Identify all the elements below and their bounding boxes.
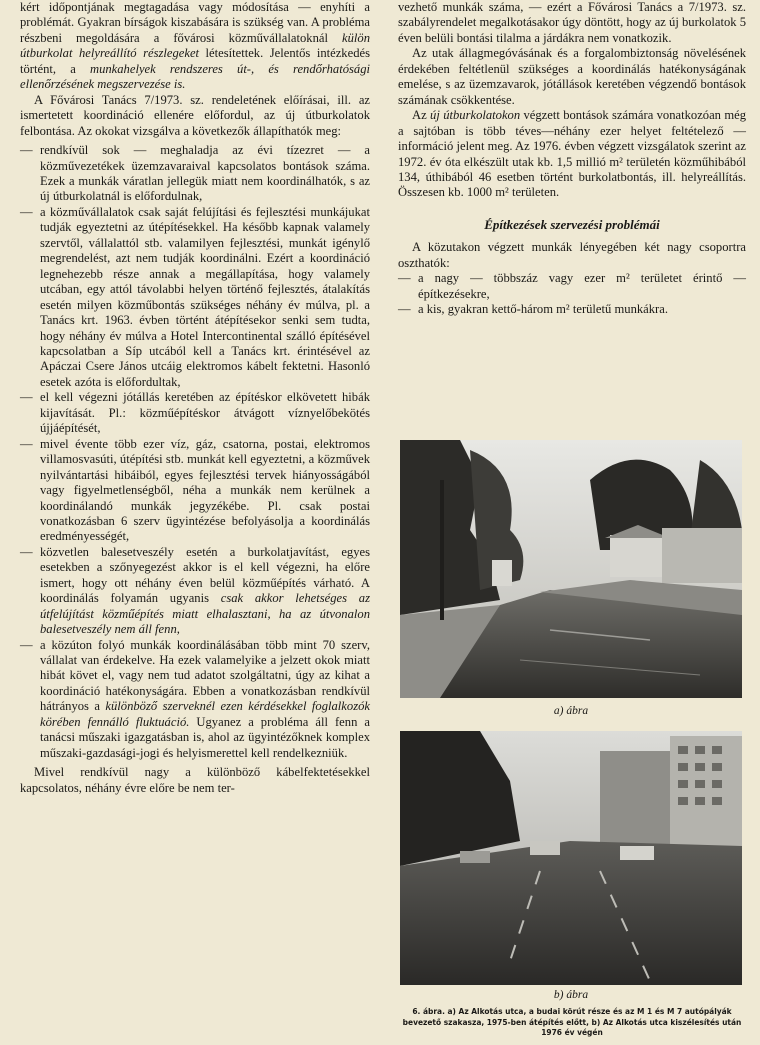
paragraph: Az új útburkolatokon végzett bontások számára vonatkozóan még a sajtóban is több téves—néhány ezer helyet feltételező — információ jelent meg. Az 1976. évben végzett vizsgálatok szerint az 1972. év óta elkészült utak kb. 1,5 millió m² területén közműhibából 134, úthibából 46 esetben történt burkolatbontás, ill. helyreállítás. Összesen kb. 1000 m² területen. bbox=[398, 108, 747, 200]
paragraph: Mivel rendkívül nagy a különböző kábelfektetésekkel kapcsolatos, néhány évre előre be nem ter- bbox=[20, 765, 370, 795]
street-photo-a bbox=[400, 440, 742, 698]
paragraph: Az utak állagmegóvásának és a forgalombiztonság növelésének érdekében feltétlenül szükséges a koordinálás hatékonyságának emelése, s az üzemzavarok, jótállások keretében végzendő bontások számának csökkentése. bbox=[398, 46, 746, 107]
list-item: — mivel évente több ezer víz, gáz, csatorna, postai, elektromos villamosvasúti, útépítési stb. munkát kell egyeztetni, a közművek nyilvántartási hibáiból, egyes fejlesztési tervek hiányosságából vagy figyelmetlenségből, néha a munkák nem kerülnek a koordinálandó munkák jegyzékébe. Pl. csak postai vonatkozásban 6 szerv ügyintézése befolyásolja a koordinálás eredményességét, bbox=[20, 436, 370, 544]
list-item: — a kis, gyakran kettő-három m² területű munkákra. bbox=[398, 302, 668, 317]
figure-label-a: a) ábra bbox=[553, 705, 589, 717]
street-photo-b bbox=[400, 731, 742, 985]
list-item: — közvetlen balesetveszély esetén a burkolatjavítást, egyes esetekben a szőnyegezést akkor is el kell végezni, ha előre ismert, hogy ott néhány éven belül közműépítés várható. A koordinálás folyamán ugyanis csak akkor lehetséges az útfelújítást közműépítés miatt elhalasztani, ha az útvonalon balesetveszély nem áll fenn, bbox=[20, 544, 370, 637]
right-column bbox=[398, 0, 746, 318]
list-item: — a nagy — többszáz vagy ezer m² területet érintő — építkezésekre, bbox=[398, 271, 746, 301]
paragraph: A közutakon végzett munkák lényegében két nagy csoportra oszthatók: bbox=[398, 240, 746, 270]
left-column bbox=[20, 0, 370, 796]
figure-caption: 6. ábra. a) Az Alkotás utca, a budai körút része és az M 1 és M 7 autópályák bevezető szakasza, 1975-ben átépítés előtt, b) Az Alkotás utca kiszélesítés után 1976 év végén bbox=[402, 1006, 742, 1037]
section-heading: Építkezések szervezési problémái bbox=[484, 216, 660, 232]
list-item: — a közművállalatok csak saját felújítási és fejlesztési munkájukat tudják egyeztetni az útépítésekkel. Ha később kapnak valamely szervtől, vállalattól stb. valamilyen fejlesztési, munkát igénylő megrendelést, azt nem tudják koordinálni. Ezért a koordináció legnehezebb része annak a megállapítása, hogy valamely utcában, egy attól távolabbi helyen történő fejlesztés, átalakítás esetén milyen közműbontás szükséges néhány év múlva, pl. a Tanács krt. 1963. évben történt átépítésekor senki sem tudta, hogy néhány év múlva a Hotel Intercontinental szálló építésével kapcsolatban a Síp utcából kell a Tanács krt. érintésével az Apáczai Csere János utcáig elektromos kábelt fektetni. Hasonló esetek azóta is előfordultak, bbox=[20, 204, 370, 389]
list-item: — el kell végezni jótállás keretében az építéskor elkövetett hibák kijavítását. Pl.: közműépítéskor átvágott víznyelőbekötés újjáépítését, bbox=[20, 390, 370, 436]
figure-label-b: b) ábra bbox=[553, 989, 589, 1001]
paragraph: vezhető munkák száma, — ezért a Fővárosi Tanács a 7/1973. sz. szabályrendelet megalkotásakor úgy döntött, hogy az új burkolatok 5 éven belüli bontási tilalma a járdákra nem vonatkozik. bbox=[398, 0, 746, 45]
list-item: — rendkívül sok — meghaladja az évi tízezret — a közművezetékek üzemzavaraival kapcsolatos bontások száma. Ezek a munkák váratlan jellegük miatt nem koordinálhatók, s az új útburkolatnál is előfordulnak, bbox=[20, 143, 370, 204]
list-item: — a közúton folyó munkák koordinálásában több mint 70 szerv, vállalat van érdekelve. Ha ezek valamelyike a jelzett okok miatt hibát követ el, vagy nem tud adatot szolgáltatni, úgy az kihat a koordináció hatékonyságára. Ebben a vonatkozásban rendkívül hátrányos a különböző szerveknél ezen kérdésekkel foglalkozók körében fennálló fluktuáció. Ugyanez a probléma áll fenn a tanácsi műszaki igazgatásban is, ahol az ügyintézőknek komplex műszaki-gazdasági-jogi és helyismerettel kell rendelkezniük. bbox=[20, 637, 370, 760]
paragraph: A Fővárosi Tanács 7/1973. sz. rendeletének előírásai, ill. az ismertetett koordináció ellenére előfordul, az új útburkolatok felbontása. Az okokat vizsgálva a következők állapíthatók meg: bbox=[20, 92, 370, 138]
paragraph: kért időpontjának megtagadása vagy módosítása — enyhíti a problémát. Gyakran bírságok kiszabására is szükség van. A probléma részbeni megoldására a fővárosi közművállalatoknál külön útburkolat helyreállító részlegeket létesítettek. Jelentős intézkedés történt, a munkahelyek rendszeres út-, és rendőrhatósági ellenőrzésének megszervezése is. bbox=[20, 0, 370, 92]
